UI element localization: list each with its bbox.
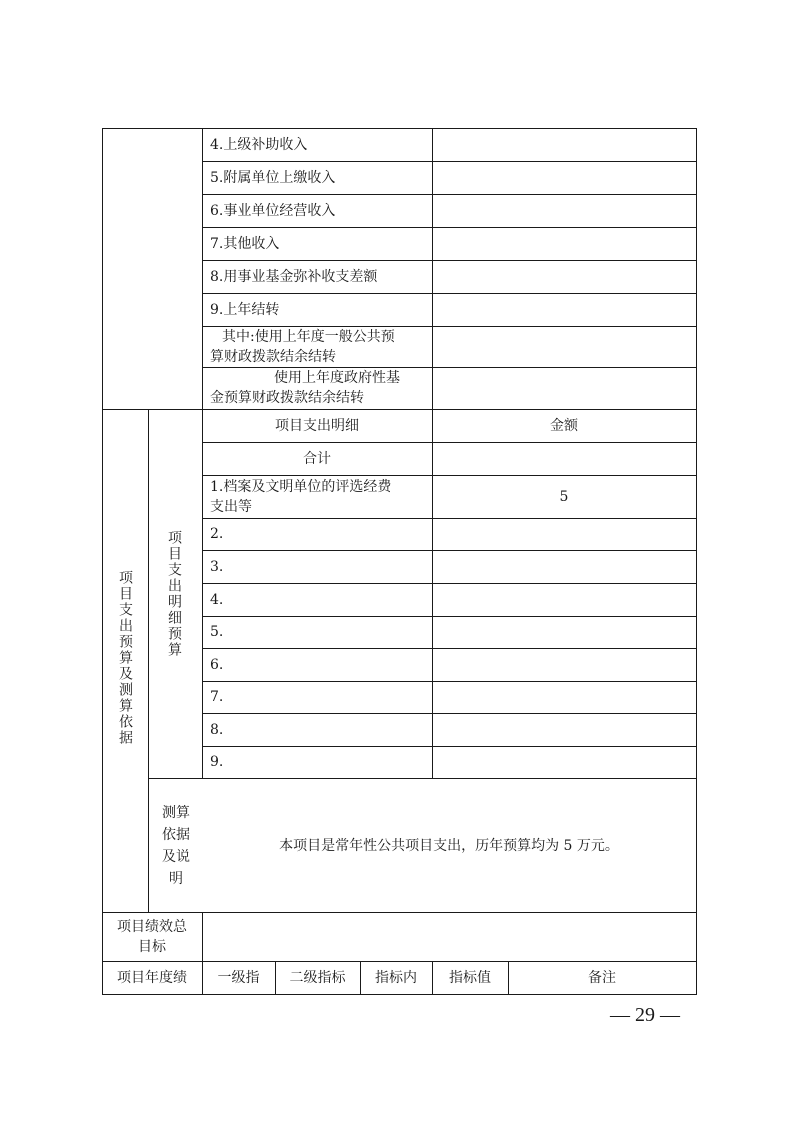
income-row-label: 7.其他收入 [210,235,280,252]
amount-header: 金额 [550,417,578,434]
detail-row-label: 8. [210,721,224,738]
detail-row-label: 6. [210,656,224,673]
perf-header: 一级指 [217,969,260,986]
detail-row-label: 2. [210,526,224,542]
perf-header: 指标值 [449,969,491,986]
carryover-fund-label: 使用上年度政府性基 金预算财政拨款结余结转 [210,370,400,406]
detail-row-label: 7. [210,689,224,705]
rule [102,128,103,995]
detail-row-label: 9. [210,754,224,770]
page-number: — 29 — [610,1003,680,1026]
income-row-label: 5.附属单位上缴收入 [210,169,336,186]
income-row-label: 8.用事业基金弥补收支差额 [210,268,378,285]
sub-section-label: 项目支出明细预算 [166,530,182,658]
perf-header: 项目年度绩 [117,969,187,986]
basis-text: 本项目是常年性公共项目支出，历年预算均为 5 万元。 [279,837,619,854]
income-row-label: 4.上级补助收入 [210,136,308,153]
goal-label: 项目绩效总 目标 [117,918,187,955]
total-label: 合计 [303,450,331,467]
detail-row-label: 3. [210,558,224,575]
basis-label: 测算依据及说明 [162,805,190,887]
detail-header: 项目支出明细 [275,417,359,434]
carryover-general-label: 其中:使用上年度一般公共预 算财政拨款结余结转 [210,329,395,365]
detail-row-label: 4. [210,591,224,608]
detail-row-label: 1.档案及文明单位的评选经费 支出等 [210,479,392,515]
rule [696,128,697,995]
detail-row-amount: 5 [559,488,569,505]
perf-header: 二级指标 [289,969,346,986]
rule [102,994,697,995]
perf-header: 备注 [588,969,616,986]
section-label: 项目支出预算及测算依据 [117,570,133,746]
rule [432,128,433,779]
perf-header: 指标内 [375,969,417,986]
detail-row-label: 5. [210,624,224,640]
income-row-label: 9.上年结转 [210,301,280,318]
income-row-label: 6.事业单位经营收入 [210,202,336,219]
rule [148,409,149,913]
